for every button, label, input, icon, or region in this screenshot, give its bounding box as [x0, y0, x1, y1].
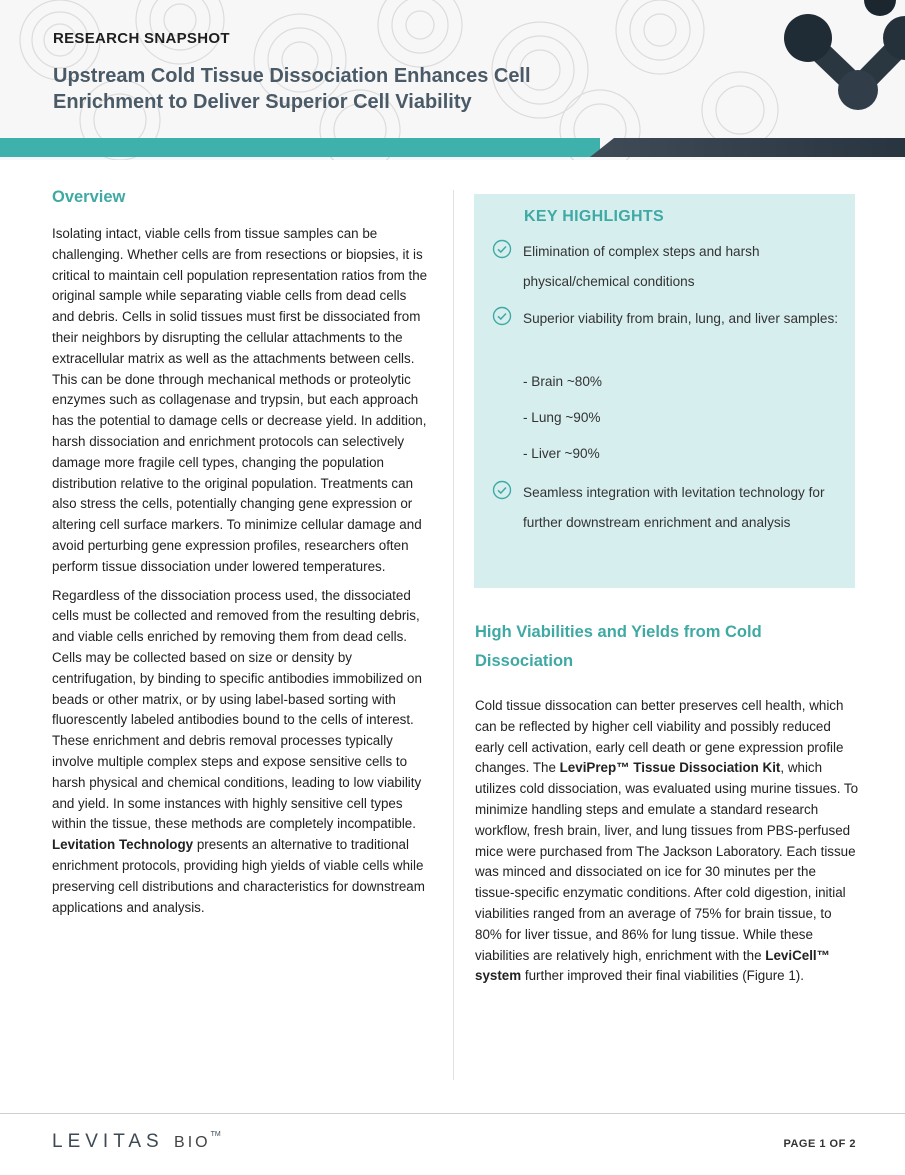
cold-dissociation-paragraph [475, 696, 859, 987]
footer-divider [0, 1113, 905, 1114]
title-line: Upstream Cold Tissue Dissociation Enhances Cell [53, 65, 531, 87]
highlight-item [492, 237, 842, 296]
molecule-graphic [784, 0, 905, 110]
key-highlights-title: KEY HIGHLIGHTS [524, 208, 664, 225]
bold-text: Levitation Technology [52, 837, 194, 853]
highlight-subitem: - Liver ~90% [523, 446, 600, 461]
levitas-bio-logo [52, 1131, 221, 1153]
document-eyebrow: RESEARCH SNAPSHOT [53, 30, 230, 47]
highlight-item [492, 478, 842, 537]
overview-paragraph-1: Isolating intact, viable cells from tissue samples can be challenging. Whether cells are from resections or biopsies, it is critical to maintain cell population representation ratios from the original sample while separating viable cells from dead cells and debris. Cells in solid tissues must first be dissociated from their neighbors by disrupting the cellular attachments to the extracellular matrix as well as the attachments between cells. This can be done through mechanical methods or proteolytic enzymes such as collagenase and trypsin, but each approach has the potential to damage cells or decrease yield. In addition, harsh dissociation and enrichment protocols can selectively damage more fragile cell types, changing the population distribution relative to the original population. Treatments can also stress the cells, potentially changing gene expression or altering cell surface markers. To minimize cellular damage and avoid perturbing gene expression profiles, researchers often perform tissue dissociation under lowered temperatures. [52, 226, 428, 574]
text-run: , which utilizes cold dissociation, was evaluated using murine tissues. To minimize handling steps and emulate a standard research workflow, fresh brain, liver, and lung tissues from PBS-perfused mice were purchased from The Jackson Laboratory. Each tissue was minced and dissociated on ice for 30 minutes per the tissue-specific enzymatic conditions. After cold digestion, initial viabilities ranged from an average of 75% for brain tissue, to 80% for liver tissue, and 86% for lung tissue. While these viabilities are relatively high, enrichment with the [475, 760, 859, 963]
highlight-text: Elimination of complex steps and harsh physical/chemical conditions [523, 244, 760, 289]
column-divider [453, 190, 454, 1080]
text-run: Cold tissue dissocation can better preserves cell health, which can be reflected by higher cell viability and possibly reduced early cell activation, early cell death or gene expression profile changes. The [475, 698, 844, 776]
header-band-dark [590, 138, 905, 157]
highlight-item [492, 304, 842, 334]
key-highlights-box [474, 194, 855, 588]
text-run: further improved their final viabilities (Figure 1). [521, 968, 804, 984]
cold-dissociation-section [475, 618, 859, 987]
document-title [53, 63, 613, 115]
bold-text: LeviPrep™ Tissue Dissociation Kit [559, 760, 781, 776]
page-header [0, 0, 905, 160]
header-band-teal [0, 138, 600, 157]
page-number: PAGE 1 OF 2 [783, 1138, 856, 1150]
highlight-text: Superior viability from brain, lung, and liver samples: [523, 311, 839, 326]
overview-heading: Overview [52, 188, 126, 206]
cold-dissociation-heading: High Viabilities and Yields from Cold Dissociation [475, 623, 762, 670]
highlight-subitem: - Brain ~80% [523, 374, 602, 389]
overview-section [52, 188, 432, 918]
highlight-subitem: - Lung ~90% [523, 410, 601, 425]
text-run: presents an alternative to traditional enrichment protocols, providing high yields of viable cells while preserving cell distributions and characteristics for downstream applications and analysis. [52, 837, 425, 915]
highlight-text: Seamless integration with levitation technology for further downstream enrichment and analysis [523, 485, 825, 530]
check-circle-icon [492, 239, 512, 259]
check-circle-icon [492, 480, 512, 500]
text-run: Regardless of the dissociation process used, the dissociated cells must be collected and removed from the resulting debris, and viable cells enriched by removing them from dead cells. Cells may be collected based on size or density by centrifugation, by binding to specific antibodies immobilized on beads or other matrix, or by using label-based sorting with fluorescently labeled antibodies bound to the cells of interest. These enrichment and debris removal processes typically involve multiple complex steps and expose sensitive cells to harsh physical and chemical conditions, leading to low viability and yield. In some instances with highly sensitive cell types within the tissue, these methods are completely incompatible. [52, 587, 422, 832]
overview-paragraph-2 [52, 586, 432, 919]
logo-trademark: TM [210, 1131, 221, 1138]
logo-sub-text: BIO [174, 1134, 211, 1151]
bold-text: LeviCell™ system [475, 947, 831, 984]
title-line: Enrichment to Deliver Superior Cell Viability [53, 91, 472, 113]
logo-main-text: LEVITAS [52, 1131, 164, 1152]
check-circle-icon [492, 306, 512, 326]
